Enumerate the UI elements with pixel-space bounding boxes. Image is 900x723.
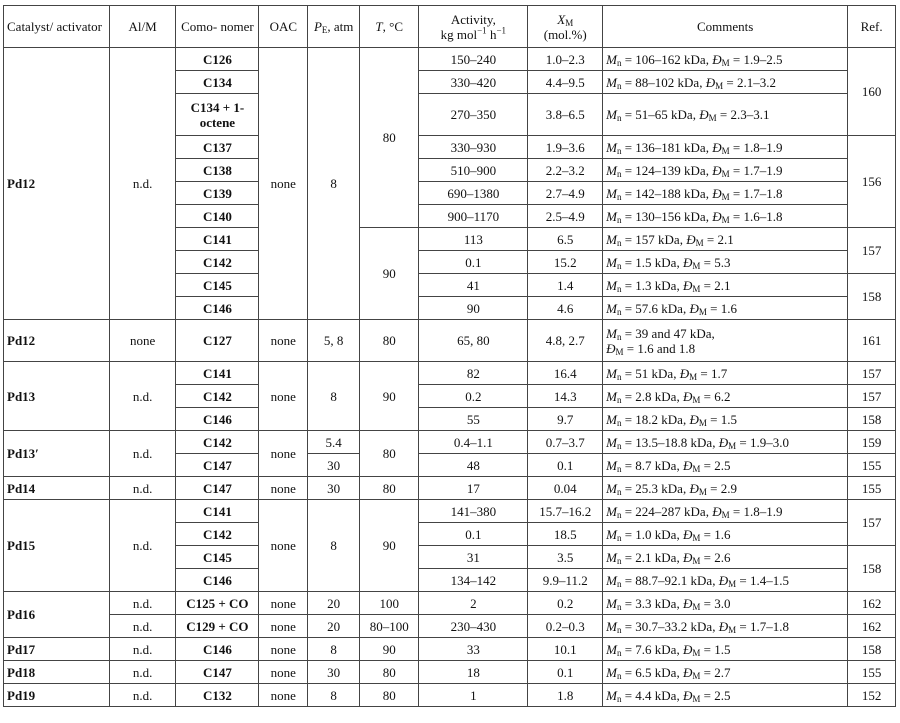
comments-cell: $M_n = 1.0$ kDa, $Đ_M = 1.6$ bbox=[603, 523, 848, 546]
activity-cell: 0.2 bbox=[419, 385, 528, 408]
activity-cell: 17 bbox=[419, 477, 528, 500]
comonomer-cell: C142 bbox=[176, 431, 259, 454]
comments-cell: $M_n = 7.6$ kDa, $Đ_M = 1.5$ bbox=[603, 638, 848, 661]
temperature-cell: 80 bbox=[360, 661, 419, 684]
ref-cell: 158 bbox=[848, 408, 896, 431]
catalyst-cell: Pd13 bbox=[4, 362, 110, 431]
comonomer-cell: C139 bbox=[176, 182, 259, 205]
ref-cell: 155 bbox=[848, 661, 896, 684]
xm-cell: 1.8 bbox=[528, 684, 603, 707]
catalyst-cell: Pd18 bbox=[4, 661, 110, 684]
temperature-cell: 80 bbox=[360, 320, 419, 362]
pe-cell: 30 bbox=[308, 454, 360, 477]
xm-cell: 15.7–16.2 bbox=[528, 500, 603, 523]
xm-cell: 2.2–3.2 bbox=[528, 159, 603, 182]
activity-cell: 900–1170 bbox=[419, 205, 528, 228]
temperature-cell: 80 bbox=[360, 431, 419, 477]
comments-cell: $M_n = 88-102$ kDa, $Đ_M = 2.1-3.2$ bbox=[603, 71, 848, 94]
comonomer-cell: C142 bbox=[176, 251, 259, 274]
table-row bbox=[4, 684, 896, 707]
header-activity: Activity, kg mol$^{-1}$ $h^{-1}$ bbox=[419, 6, 528, 48]
xm-cell: 2.5–4.9 bbox=[528, 205, 603, 228]
activity-cell: 141–380 bbox=[419, 500, 528, 523]
al-m-cell: n.d. bbox=[109, 638, 175, 661]
xm-cell: 0.1 bbox=[528, 661, 603, 684]
comments-cell: $M_n = 136-181$ kDa, $Đ_M = 1.8-1.9$ bbox=[603, 136, 848, 159]
ref-cell: 158 bbox=[848, 546, 896, 592]
oac-cell: none bbox=[259, 684, 308, 707]
xm-cell: 16.4 bbox=[528, 362, 603, 385]
table-row bbox=[4, 320, 896, 362]
activity-cell: 18 bbox=[419, 661, 528, 684]
comments-cell: $M_n = 25.3$ kDa, $Đ_M = 2.9$ bbox=[603, 477, 848, 500]
temperature-cell: 90 bbox=[360, 638, 419, 661]
temperature-cell: 90 bbox=[360, 500, 419, 592]
comments-cell: $M_n = 30.7-33.2$ kDa, $Đ_M = 1.7-1.8$ bbox=[603, 615, 848, 638]
comonomer-cell: C132 bbox=[176, 684, 259, 707]
activity-cell: 31 bbox=[419, 546, 528, 569]
table-row bbox=[4, 48, 896, 71]
oac-cell: none bbox=[259, 431, 308, 477]
pe-cell: 30 bbox=[308, 477, 360, 500]
header-comments: Comments bbox=[603, 6, 848, 48]
comments-cell: $M_n = 142-188$ kDa, $Đ_M = 1.7-1.8$ bbox=[603, 182, 848, 205]
comments-cell: $M_n = 2.1$ kDa, $Đ_M = 2.6$ bbox=[603, 546, 848, 569]
activity-cell: 90 bbox=[419, 297, 528, 320]
xm-cell: 0.1 bbox=[528, 454, 603, 477]
xm-cell: 15.2 bbox=[528, 251, 603, 274]
comonomer-cell: C141 bbox=[176, 228, 259, 251]
table-row bbox=[4, 615, 896, 638]
activity-cell: 2 bbox=[419, 592, 528, 615]
comonomer-cell: C142 bbox=[176, 523, 259, 546]
activity-cell: 48 bbox=[419, 454, 528, 477]
table-row bbox=[4, 477, 896, 500]
table-row bbox=[4, 431, 896, 454]
comonomer-cell: C146 bbox=[176, 569, 259, 592]
comonomer-cell: C126 bbox=[176, 48, 259, 71]
comonomer-cell: C140 bbox=[176, 205, 259, 228]
pe-cell: 20 bbox=[308, 592, 360, 615]
pe-cell: 8 bbox=[308, 500, 360, 592]
activity-cell: 150–240 bbox=[419, 48, 528, 71]
ref-cell: 152 bbox=[848, 684, 896, 707]
comments-cell: $M_n = 157$ kDa, $Đ_M = 2.1$ bbox=[603, 228, 848, 251]
catalyst-cell: Pd19 bbox=[4, 684, 110, 707]
xm-cell: 0.7–3.7 bbox=[528, 431, 603, 454]
table-row bbox=[4, 500, 896, 523]
header-comonomer: Como- nomer bbox=[176, 6, 259, 48]
ref-cell: 158 bbox=[848, 638, 896, 661]
ref-cell: 157 bbox=[848, 362, 896, 385]
al-m-cell: none bbox=[109, 320, 175, 362]
temperature-cell: 80 bbox=[360, 684, 419, 707]
temperature-cell: 90 bbox=[360, 362, 419, 431]
temperature-cell: 100 bbox=[360, 592, 419, 615]
al-m-cell: n.d. bbox=[109, 362, 175, 431]
activity-cell: 330–930 bbox=[419, 136, 528, 159]
catalyst-cell: Pd14 bbox=[4, 477, 110, 500]
oac-cell: none bbox=[259, 48, 308, 320]
ref-cell: 158 bbox=[848, 274, 896, 320]
comonomer-cell: C147 bbox=[176, 477, 259, 500]
table-row bbox=[4, 661, 896, 684]
activity-cell: 0.1 bbox=[419, 523, 528, 546]
xm-cell: 9.9–11.2 bbox=[528, 569, 603, 592]
comonomer-cell: C134 + 1-octene bbox=[176, 94, 259, 136]
xm-cell: 1.9–3.6 bbox=[528, 136, 603, 159]
comments-cell: $M_n = 224-287$ kDa, $Đ_M = 1.8-1.9$ bbox=[603, 500, 848, 523]
pe-cell: 8 bbox=[308, 362, 360, 431]
comonomer-cell: C125 + CO bbox=[176, 592, 259, 615]
activity-cell: 134–142 bbox=[419, 569, 528, 592]
comments-cell: $M_n = 1.5$ kDa, $Đ_M = 5.3$ bbox=[603, 251, 848, 274]
table-row bbox=[4, 362, 896, 385]
comonomer-cell: C137 bbox=[176, 136, 259, 159]
comments-cell: $M_n = 39$ and 47 kDa, $Đ_M = 1.6$ and 1.8 bbox=[603, 320, 848, 362]
oac-cell: none bbox=[259, 477, 308, 500]
ref-cell: 157 bbox=[848, 228, 896, 274]
activity-cell: 690–1380 bbox=[419, 182, 528, 205]
al-m-cell: n.d. bbox=[109, 661, 175, 684]
data-table bbox=[3, 5, 896, 707]
xm-cell: 14.3 bbox=[528, 385, 603, 408]
pe-cell: 8 bbox=[308, 48, 360, 320]
xm-cell: 2.7–4.9 bbox=[528, 182, 603, 205]
activity-cell: 270–350 bbox=[419, 94, 528, 136]
comments-cell: $M_n = 124-139$ kDa, $Đ_M = 1.7-1.9$ bbox=[603, 159, 848, 182]
catalyst-cell: Pd13′ bbox=[4, 431, 110, 477]
xm-cell: 1.0–2.3 bbox=[528, 48, 603, 71]
header-oac: OAC bbox=[259, 6, 308, 48]
ref-cell: 162 bbox=[848, 592, 896, 615]
header-catalyst: Catalyst/ activator bbox=[4, 6, 110, 48]
table-row bbox=[4, 592, 896, 615]
xm-cell: 4.6 bbox=[528, 297, 603, 320]
comonomer-cell: C138 bbox=[176, 159, 259, 182]
activity-cell: 82 bbox=[419, 362, 528, 385]
oac-cell: none bbox=[259, 320, 308, 362]
ref-cell: 157 bbox=[848, 385, 896, 408]
comments-cell: $M_n = 88.7-92.1$ kDa, $Đ_M = 1.4-1.5$ bbox=[603, 569, 848, 592]
comonomer-cell: C147 bbox=[176, 661, 259, 684]
header-xm: $X_M$ (mol.%) bbox=[528, 6, 603, 48]
header-al-m: Al/M bbox=[109, 6, 175, 48]
temperature-cell: 80 bbox=[360, 477, 419, 500]
xm-cell: 1.4 bbox=[528, 274, 603, 297]
header-ref: Ref. bbox=[848, 6, 896, 48]
ref-cell: 155 bbox=[848, 477, 896, 500]
comments-cell: $M_n = 18.2$ kDa, $Đ_M = 1.5$ bbox=[603, 408, 848, 431]
al-m-cell: n.d. bbox=[109, 500, 175, 592]
activity-cell: 230–430 bbox=[419, 615, 528, 638]
activity-cell: 510–900 bbox=[419, 159, 528, 182]
comonomer-cell: C147 bbox=[176, 454, 259, 477]
comments-cell: $M_n = 57.6$ kDa, $Đ_M = 1.6$ bbox=[603, 297, 848, 320]
comments-cell: $M_n = 51$ kDa, $Đ_M = 1.7$ bbox=[603, 362, 848, 385]
al-m-cell: n.d. bbox=[109, 431, 175, 477]
al-m-cell: n.d. bbox=[109, 615, 175, 638]
comonomer-cell: C146 bbox=[176, 638, 259, 661]
ref-cell: 159 bbox=[848, 431, 896, 454]
activity-cell: 33 bbox=[419, 638, 528, 661]
pe-cell: 30 bbox=[308, 661, 360, 684]
xm-cell: 4.4–9.5 bbox=[528, 71, 603, 94]
xm-cell: 6.5 bbox=[528, 228, 603, 251]
oac-cell: none bbox=[259, 500, 308, 592]
ref-cell: 160 bbox=[848, 48, 896, 136]
al-m-cell: n.d. bbox=[109, 684, 175, 707]
comments-cell: $M_n = 8.7$ kDa, $Đ_M = 2.5$ bbox=[603, 454, 848, 477]
temperature-cell: 90 bbox=[360, 228, 419, 320]
comments-cell: $M_n = 3.3$ kDa, $Đ_M = 3.0$ bbox=[603, 592, 848, 615]
comonomer-cell: C142 bbox=[176, 385, 259, 408]
activity-cell: 41 bbox=[419, 274, 528, 297]
catalyst-cell: Pd16 bbox=[4, 592, 110, 638]
comments-cell: $M_n = 4.4$ kDa, $Đ_M = 2.5$ bbox=[603, 684, 848, 707]
header-row bbox=[4, 6, 896, 48]
comonomer-cell: C146 bbox=[176, 408, 259, 431]
xm-cell: 9.7 bbox=[528, 408, 603, 431]
catalyst-cell: Pd17 bbox=[4, 638, 110, 661]
header-t: T, °C bbox=[360, 6, 419, 48]
comonomer-cell: C146 bbox=[176, 297, 259, 320]
activity-cell: 0.4–1.1 bbox=[419, 431, 528, 454]
ref-cell: 155 bbox=[848, 454, 896, 477]
xm-cell: 0.2 bbox=[528, 592, 603, 615]
activity-cell: 55 bbox=[419, 408, 528, 431]
comments-cell: $M_n = 13.5-18.8$ kDa, $Đ_M = 1.9-3.0$ bbox=[603, 431, 848, 454]
oac-cell: none bbox=[259, 661, 308, 684]
comments-cell: $M_n = 2.8$ kDa, $Đ_M = 6.2$ bbox=[603, 385, 848, 408]
oac-cell: none bbox=[259, 615, 308, 638]
activity-cell: 0.1 bbox=[419, 251, 528, 274]
catalyst-cell: Pd15 bbox=[4, 500, 110, 592]
catalyst-cell: Pd12 bbox=[4, 48, 110, 320]
pe-cell: 20 bbox=[308, 615, 360, 638]
oac-cell: none bbox=[259, 638, 308, 661]
al-m-cell: n.d. bbox=[109, 592, 175, 615]
comonomer-cell: C145 bbox=[176, 546, 259, 569]
temperature-cell: 80–100 bbox=[360, 615, 419, 638]
pe-cell: 8 bbox=[308, 684, 360, 707]
table-row bbox=[4, 638, 896, 661]
header-pe: $P_E$, atm bbox=[308, 6, 360, 48]
temperature-cell: 80 bbox=[360, 48, 419, 228]
pe-cell: 5, 8 bbox=[308, 320, 360, 362]
xm-cell: 4.8, 2.7 bbox=[528, 320, 603, 362]
comonomer-cell: C141 bbox=[176, 362, 259, 385]
activity-cell: 330–420 bbox=[419, 71, 528, 94]
activity-cell: 65, 80 bbox=[419, 320, 528, 362]
ref-cell: 161 bbox=[848, 320, 896, 362]
comonomer-cell: C134 bbox=[176, 71, 259, 94]
comonomer-cell: C141 bbox=[176, 500, 259, 523]
comments-cell: $M_n = 6.5$ kDa, $Đ_M = 2.7$ bbox=[603, 661, 848, 684]
xm-cell: 18.5 bbox=[528, 523, 603, 546]
comments-cell: $M_n = 1.3$ kDa, $Đ_M = 2.1$ bbox=[603, 274, 848, 297]
ref-cell: 157 bbox=[848, 500, 896, 546]
al-m-cell: n.d. bbox=[109, 477, 175, 500]
al-m-cell: n.d. bbox=[109, 48, 175, 320]
comments-cell: $M_n = 106-162$ kDa, $Đ_M = 1.9-2.5$ bbox=[603, 48, 848, 71]
comonomer-cell: C145 bbox=[176, 274, 259, 297]
catalyst-cell: Pd12 bbox=[4, 320, 110, 362]
ref-cell: 162 bbox=[848, 615, 896, 638]
comonomer-cell: C127 bbox=[176, 320, 259, 362]
xm-cell: 0.2–0.3 bbox=[528, 615, 603, 638]
comonomer-cell: C129 + CO bbox=[176, 615, 259, 638]
xm-cell: 3.5 bbox=[528, 546, 603, 569]
xm-cell: 0.04 bbox=[528, 477, 603, 500]
oac-cell: none bbox=[259, 362, 308, 431]
activity-cell: 1 bbox=[419, 684, 528, 707]
xm-cell: 10.1 bbox=[528, 638, 603, 661]
comments-cell: $M_n = 130-156$ kDa, $Đ_M = 1.6-1.8$ bbox=[603, 205, 848, 228]
comments-cell: $M_n = 51-65$ kDa, $Đ_M = 2.3-3.1$ bbox=[603, 94, 848, 136]
xm-cell: 3.8–6.5 bbox=[528, 94, 603, 136]
activity-cell: 113 bbox=[419, 228, 528, 251]
ref-cell: 156 bbox=[848, 136, 896, 228]
pe-cell: 8 bbox=[308, 638, 360, 661]
pe-cell: 5.4 bbox=[308, 431, 360, 454]
oac-cell: none bbox=[259, 592, 308, 615]
